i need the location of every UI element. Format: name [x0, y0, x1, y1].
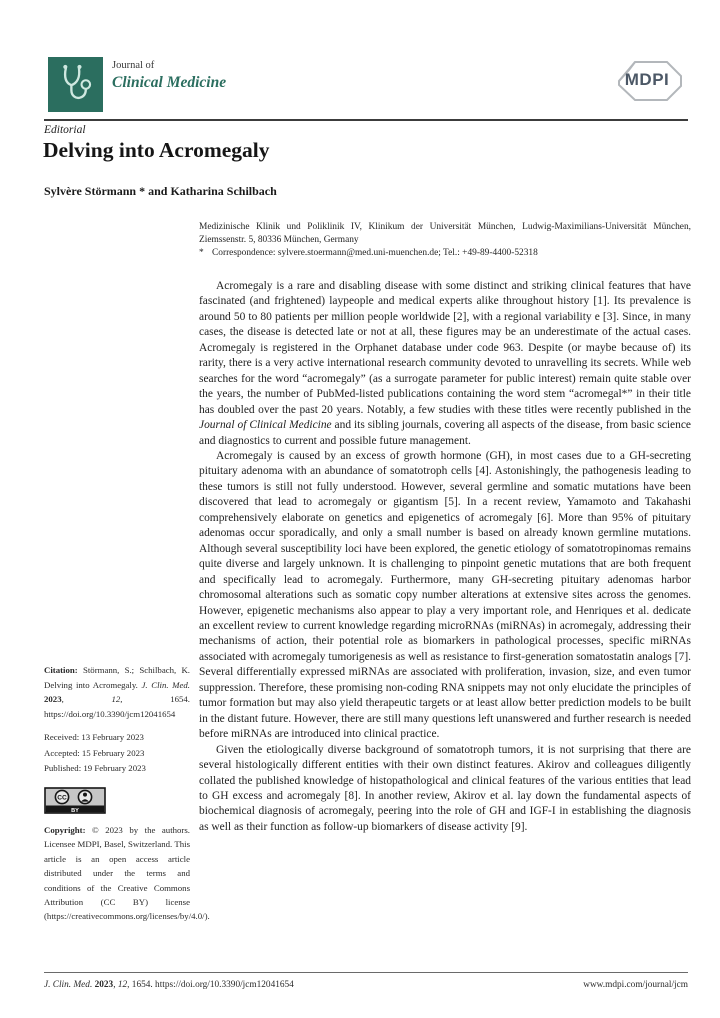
cc-by-license-badge[interactable] [44, 787, 106, 814]
footer-journal-url[interactable]: www.mdpi.com/journal/jcm [583, 980, 688, 990]
received-date: Received: 13 February 2023 [44, 732, 144, 743]
mdpi-wordmark: MDPI [624, 70, 670, 89]
footer-divider [44, 972, 688, 973]
correspondence-link[interactable]: Correspondence: sylvere.stoermann@med.uni-muenchen.de; Tel.: +49-89-4400-52318 [212, 247, 538, 258]
affiliation-text: Medizinische Klinik und Poliklinik IV, Klinikum der Universität München, Ludwig-Maximilians-Universität München, Ziemssenstr. 5, 80336 München, Germany [199, 222, 691, 245]
svg-text:BY: BY [71, 807, 79, 814]
page-title: Delving into Acromegaly [43, 138, 270, 162]
correspondence-marker: * [199, 247, 204, 258]
sidebar-metadata [44, 663, 210, 924]
header-divider [44, 119, 688, 121]
article-type-label: Editorial [44, 124, 86, 136]
footer-citation[interactable]: J. Clin. Med. 2023, 12, 1654. https://doi.org/10.3390/jcm12041654 [44, 980, 294, 990]
citation-block: Citation: Störmann, S.; Schilbach, K. Delving into Acromegaly. J. Clin. Med. 2023, 12, 1654. https://doi.org/10.3390/jcm12041654 [44, 665, 191, 719]
mdpi-logo [605, 56, 689, 106]
body-paragraph: Acromegaly is caused by an excess of growth hormone (GH), in most cases due to a GH-secreting pituitary adenoma with an abundance of somatotroph cells [4]. Astonishingly, the pathogenesis leading to these tumors is still not fully understood. However, several germline and somatic mutations have been discovered that lead to acromegaly or gigantism [5]. In a recent review, Yamamoto and Takahashi comprehensively elaborate on genetics and epigenetics of acromegaly [6]. More than 95% of pituitary adenomas occur sporadically, and only a small number is based on already known germline mutations. Although several susceptibility loci have been explored, the genetic etiology of somatotropinomas remains quite diverse and largely unknown. It is challenging to pinpoint genetic mutations that are both frequent and specifically lead to acromegaly. Furthermore, many GH-secreting pituitary adenomas harbor chromosomal alterations such as somatic copy number alterations at extensive sites across the genomes. However, epigenetic mechanisms also appear to play a very important role, and Henriques et al. dedicate an excellent review to current knowledge regarding microRNAs (miRNAs) in acromegaly, addressing their mechanisms of action, their potential role as biomarkers in pathological processes, specific miRNAs associated with acromegaly tumorigenesis as well as resistance to first-generation somatostatin analogs [7]. Several differentially expressed miRNAs are associated with proliferation, invasion, size, and even tumor suppression. Therefore, these promising non-coding RNA snippets may not only elucidate the principles of tumor formation but may also yield therapeutic targets or at least allow better prediction models to be built in the distant future. However, there are still many questions left unanswered and further research is needed before miRNAs are introduced into clinical practice. [199, 449, 691, 741]
body-paragraph: Acromegaly is a rare and disabling disease with some distinct and striking clinical features that have fascinated (and frightened) laypeople and medical experts alike throughout history [1]. Its prevalence is around 50 to 80 patients per million people worldwide [2], with a regional variability e [3]. Since, in many cases, the disease is detected late or not at all, these figures may be an underestimate of the actual cases. Acromegaly is registered in the Orphanet database under code 963. Despite (or maybe because of) its rarity, there is a very active international research community devoted to unravelling its secrets. While web searches for the word “acromegaly” (as a surrogate parameter for public interest) remain quite stable over the years, the number of PubMed-listed publications containing the word stem “acromegal*” in their title has doubled over the past 20 years. Notably, a few studies with these titles were recently published in the Journal of Clinical Medicine and its sibling journals, covering all aspects of the disease, from basic science and diagnostics to current and possible future management. [199, 280, 691, 447]
article-body [199, 279, 691, 835]
published-date: Published: 19 February 2023 [44, 762, 146, 773]
copyright-block: Copyright: © 2023 by the authors. Licensee MDPI, Basel, Switzerland. This article is an open access article distributed under the terms and conditions of the Creative Commons Attribution (CC BY) license (https://creativecommons.org/licenses/by/4.0/). [44, 824, 210, 922]
body-paragraph: Given the etiologically diverse background of somatotroph tumors, it is not surprising that there are several histologically different entities with their own distinct features. Akirov and colleagues diligently collated the published knowledge of histopathological and clinical features of the various entities that lead to GH excess and acromegaly [8]. In another review, Akirov et al. lay down the fundamental aspects of biochemical diagnosis of acromegaly, peering into the role of GH and IGF-I in establishing the diagnosis as well as their function as follow-up biomarkers of disease activity [9]. [199, 743, 691, 833]
authors-line: Sylvère Störmann * and Katharina Schilbach [44, 184, 277, 198]
affiliation-block [199, 221, 691, 259]
correspondence-row [199, 247, 691, 260]
journal-name [112, 60, 226, 91]
accepted-date: Accepted: 15 February 2023 [44, 747, 145, 758]
journal-name-prefix: Journal of [112, 60, 155, 71]
dates-block [44, 730, 190, 776]
journal-logo [48, 57, 103, 112]
svg-text:CC: CC [57, 794, 67, 802]
journal-name-main: Clinical Medicine [112, 73, 227, 91]
